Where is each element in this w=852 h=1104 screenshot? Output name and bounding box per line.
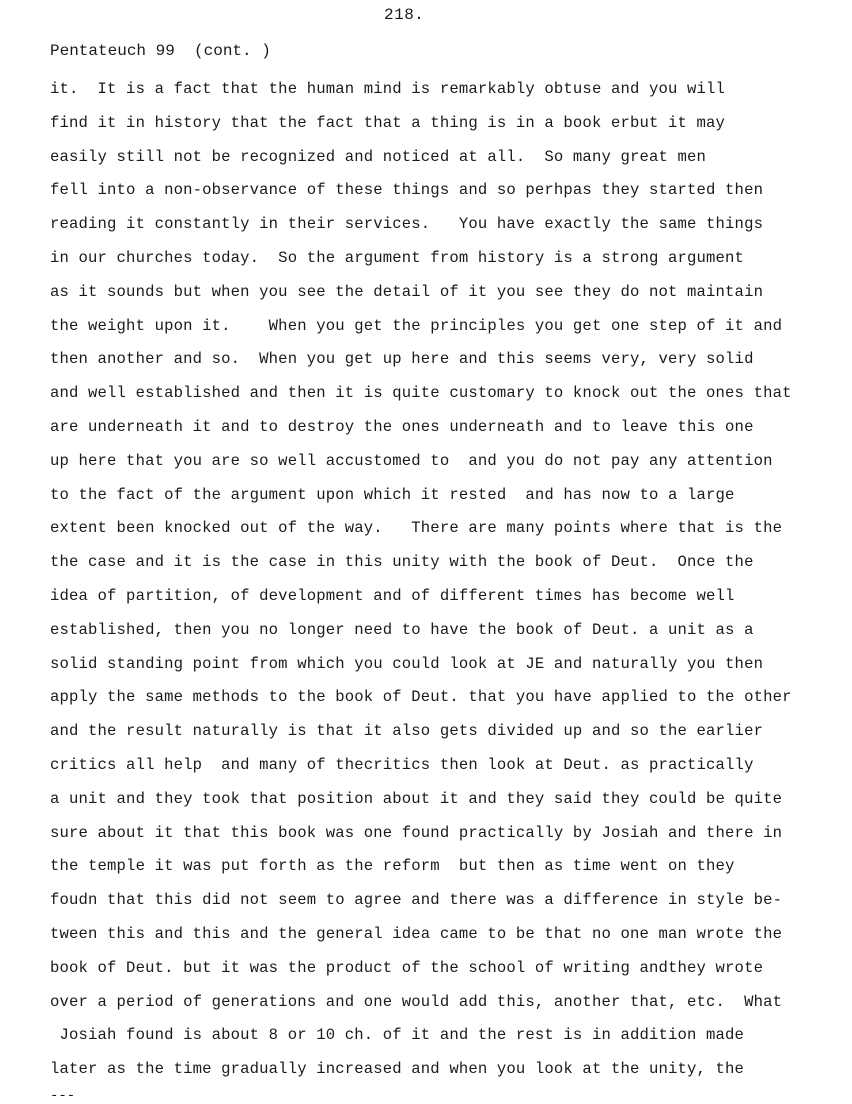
text-line: are underneath it and to destroy the ones underneath and to leave this one	[50, 417, 754, 436]
text-line: idea of partition, of development and of different times has become well	[50, 586, 735, 605]
text-line: apply the same methods to the book of Deut. that you have applied to the other	[50, 688, 792, 707]
continuation-mark: ---	[50, 1088, 76, 1104]
text-line: extent been knocked out of the way. There are many points where that is the	[50, 519, 783, 538]
text-line: later as the time gradually increased and when you look at the unity, the	[50, 1060, 745, 1079]
text-line: up here that you are so well accustomed to and you do not pay any attention	[50, 451, 773, 470]
text-line: foudn that this did not seem to agree and there was a difference in style be-	[50, 891, 783, 910]
text-line: Josiah found is about 8 or 10 ch. of it and the rest is in addition made	[50, 1026, 745, 1045]
text-line: book of Deut. but it was the product of the school of writing andthey wrote	[50, 958, 764, 977]
text-line: sure about it that this book was one found practically by Josiah and there in	[50, 823, 783, 842]
text-line: critics all help and many of thecritics then look at Deut. as practically	[50, 755, 754, 774]
text-line: the temple it was put forth as the reform but then as time went on they	[50, 857, 735, 876]
text-line: as it sounds but when you see the detail of it you see they do not maintain	[50, 282, 764, 301]
text-line: the case and it is the case in this unity with the book of Deut. Once the	[50, 553, 754, 572]
text-line: fell into a non-observance of these things and so perhpas they started then	[50, 181, 764, 200]
text-line: the weight upon it. When you get the principles you get one step of it and	[50, 316, 783, 335]
text-line: tween this and this and the general idea came to be that no one man wrote the	[50, 924, 783, 943]
page-number: 218.	[384, 6, 425, 24]
text-line: established, then you no longer need to have the book of Deut. a unit as a	[50, 620, 754, 639]
text-line: it. It is a fact that the human mind is remarkably obtuse and you will	[50, 80, 726, 98]
text-line: in our churches today. So the argument from history is a strong argument	[50, 248, 745, 267]
text-line: to the fact of the argument upon which it rested and has now to a large	[50, 485, 735, 504]
text-line: then another and so. When you get up here and this seems very, very solid	[50, 350, 754, 369]
text-line: and well established and then it is quite customary to knock out the ones that	[50, 384, 792, 403]
text-line: solid standing point from which you could look at JE and naturally you then	[50, 654, 764, 673]
text-line: find it in history that the fact that a thing is in a book erbut it may	[50, 113, 726, 132]
text-line: a unit and they took that position about it and they said they could be quite	[50, 789, 783, 808]
section-heading: Pentateuch 99 (cont. )	[50, 42, 271, 60]
text-line: and the result naturally is that it also gets divided up and so the earlier	[50, 722, 764, 741]
text-line: easily still not be recognized and noticed at all. So many great men	[50, 147, 707, 166]
body-text	[50, 78, 850, 1092]
text-line: reading it constantly in their services. You have exactly the same things	[50, 215, 764, 234]
text-line: over a period of generations and one would add this, another that, etc. What	[50, 992, 783, 1011]
